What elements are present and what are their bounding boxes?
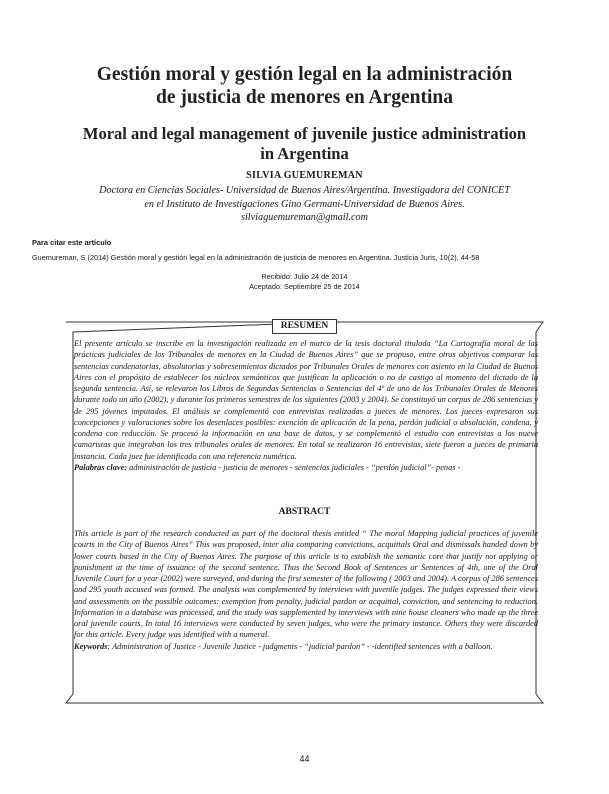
affiliation-line-1: Doctora en Ciencias Sociales- Universidad de Buenos Aires/Argentina. Investigadora del CONICET bbox=[99, 185, 510, 196]
palabras-clave-label: Palabras clave: bbox=[74, 462, 128, 472]
page-number: 44 bbox=[299, 754, 310, 764]
affiliation-line-2: en el Instituto de Investigaciones Gino Germani-Universidad de Buenos Aires. bbox=[144, 198, 465, 210]
abstract-body: This article is part of the research conducted as part of the doctoral thesis entitled “ The moral Mapping judicial practices of juvenile courts in the City of Buenos Aires” This was proposed, inter alia comparing convictions, acquittals Oral and dismissals handed down by lower courts based in the City of Buenos Aires. The purpose of this article is to establish the semantic core that justify not applying or punishment at the time of issuance of the second sentence. Thus the Second Book of Sentences or Sentences of 4th, one of the Oral Juvenile Court for a year (2002) were surveyed, and during the first semester of the following ( 2003 and 2004). A corpus of 286 sentences and 295 youth accused was formed. The analysis was complemented by interviews with juvenile judges. The judges expressed their views and assessments on the possible outcomes: exemption from penalty, judicial pardon or acquittal, conviction, and sentencing to reduction. Information in a database was processed, and the study was supplemented by interviews with nine house cleaners who made up the three oral juvenile courts. In total 16 interviews were conducted by seven judges, who were the primary instance. Others they were discarded for this article. Every judge was identified with a numeral. bbox=[74, 529, 538, 640]
resumen-paragraph bbox=[74, 338, 538, 473]
resumen-heading: RESUMEN bbox=[272, 319, 338, 334]
spanish-title-line-1: Gestión moral y gestión legal en la administración bbox=[96, 64, 513, 85]
resumen-body: El presente artículo se inscribe en la investigación realizada en el marco de la tesis doctoral titulada “La Cartografía moral de las prácticas judiciales de los Tribunales de menores en la Ciudad de Buenos Aires” que se propuso, entre otros objetivos comparar las sentencias condenatorias, absolutorias y sobreseimientos dictados por Tribunales Orales de menores con asiento en la Ciudad de Buenos Aires con el propósito de establecer los núcleos semánticos que justifican la aplicación o no de castigo al momento del dictado de la segunda sentencia. Así, se relevaron los Libros de Segundas Sentencias o Sentencias del 4º de uno de los Tribunales Orales de Menores durante todo un año (2002), y durante los primeros semestres de los siguientes (2003 y 2004). Se constituyó un corpus de 286 sentencias y de 295 jóvenes imputados. El análisis se complementó con entrevistas realizadas a jueces de menores. Los jueces expresaron sus concepciones y valoraciones sobre los desenlaces posibles: exención de aplicación de la pena, perdón judicial o absolución, condena, y condena con reducción. Se procesó la información en una base de datos, y se complementó el estudio con entrevistas a los nueve camaristas que integraban los tres tribunales orales de menores. En total se realizaron 16 entrevistas, siete fueron a jueces de primaria instancia. Cada juez fue identificado con una referencia numérica. bbox=[74, 339, 538, 461]
accepted-date: Aceptado: Septiembre 25 de 2014 bbox=[249, 282, 360, 291]
resumen-heading-box bbox=[0, 315, 609, 334]
citation-label: Para citar este artículo bbox=[32, 238, 112, 247]
spanish-title-line-2: de justicia de menores en Argentina bbox=[156, 87, 453, 108]
author-name: SILVIA GUEMUREMAN bbox=[246, 170, 363, 181]
english-title-line-1: Moral and legal management of juvenile justice administration bbox=[82, 124, 527, 143]
abstract-paragraph bbox=[74, 528, 538, 652]
keywords: : Administration of Justice - Juvenile Justice - judgments - “judicial pardon” - -identified sentences with a balloon. bbox=[107, 641, 493, 651]
abstract-heading: ABSTRACT bbox=[278, 507, 331, 517]
keywords-label: Keywords bbox=[74, 641, 108, 651]
received-date: Recibido: Julio 24 de 2014 bbox=[261, 272, 348, 281]
palabras-clave: administración de justicia - justicia de menores - sentencias judiciales - “perdón judicial”- penas - bbox=[129, 462, 461, 472]
english-title-line-2: in Argentina bbox=[260, 144, 349, 163]
author-email: silviaguemureman@gmail.com bbox=[241, 212, 368, 223]
citation-text: Guemureman, S (2014) Gestión moral y gestión legal en la administración de justicia de menores en Argentina. Justicia Juris, 10(2), 44-58 bbox=[32, 253, 480, 262]
